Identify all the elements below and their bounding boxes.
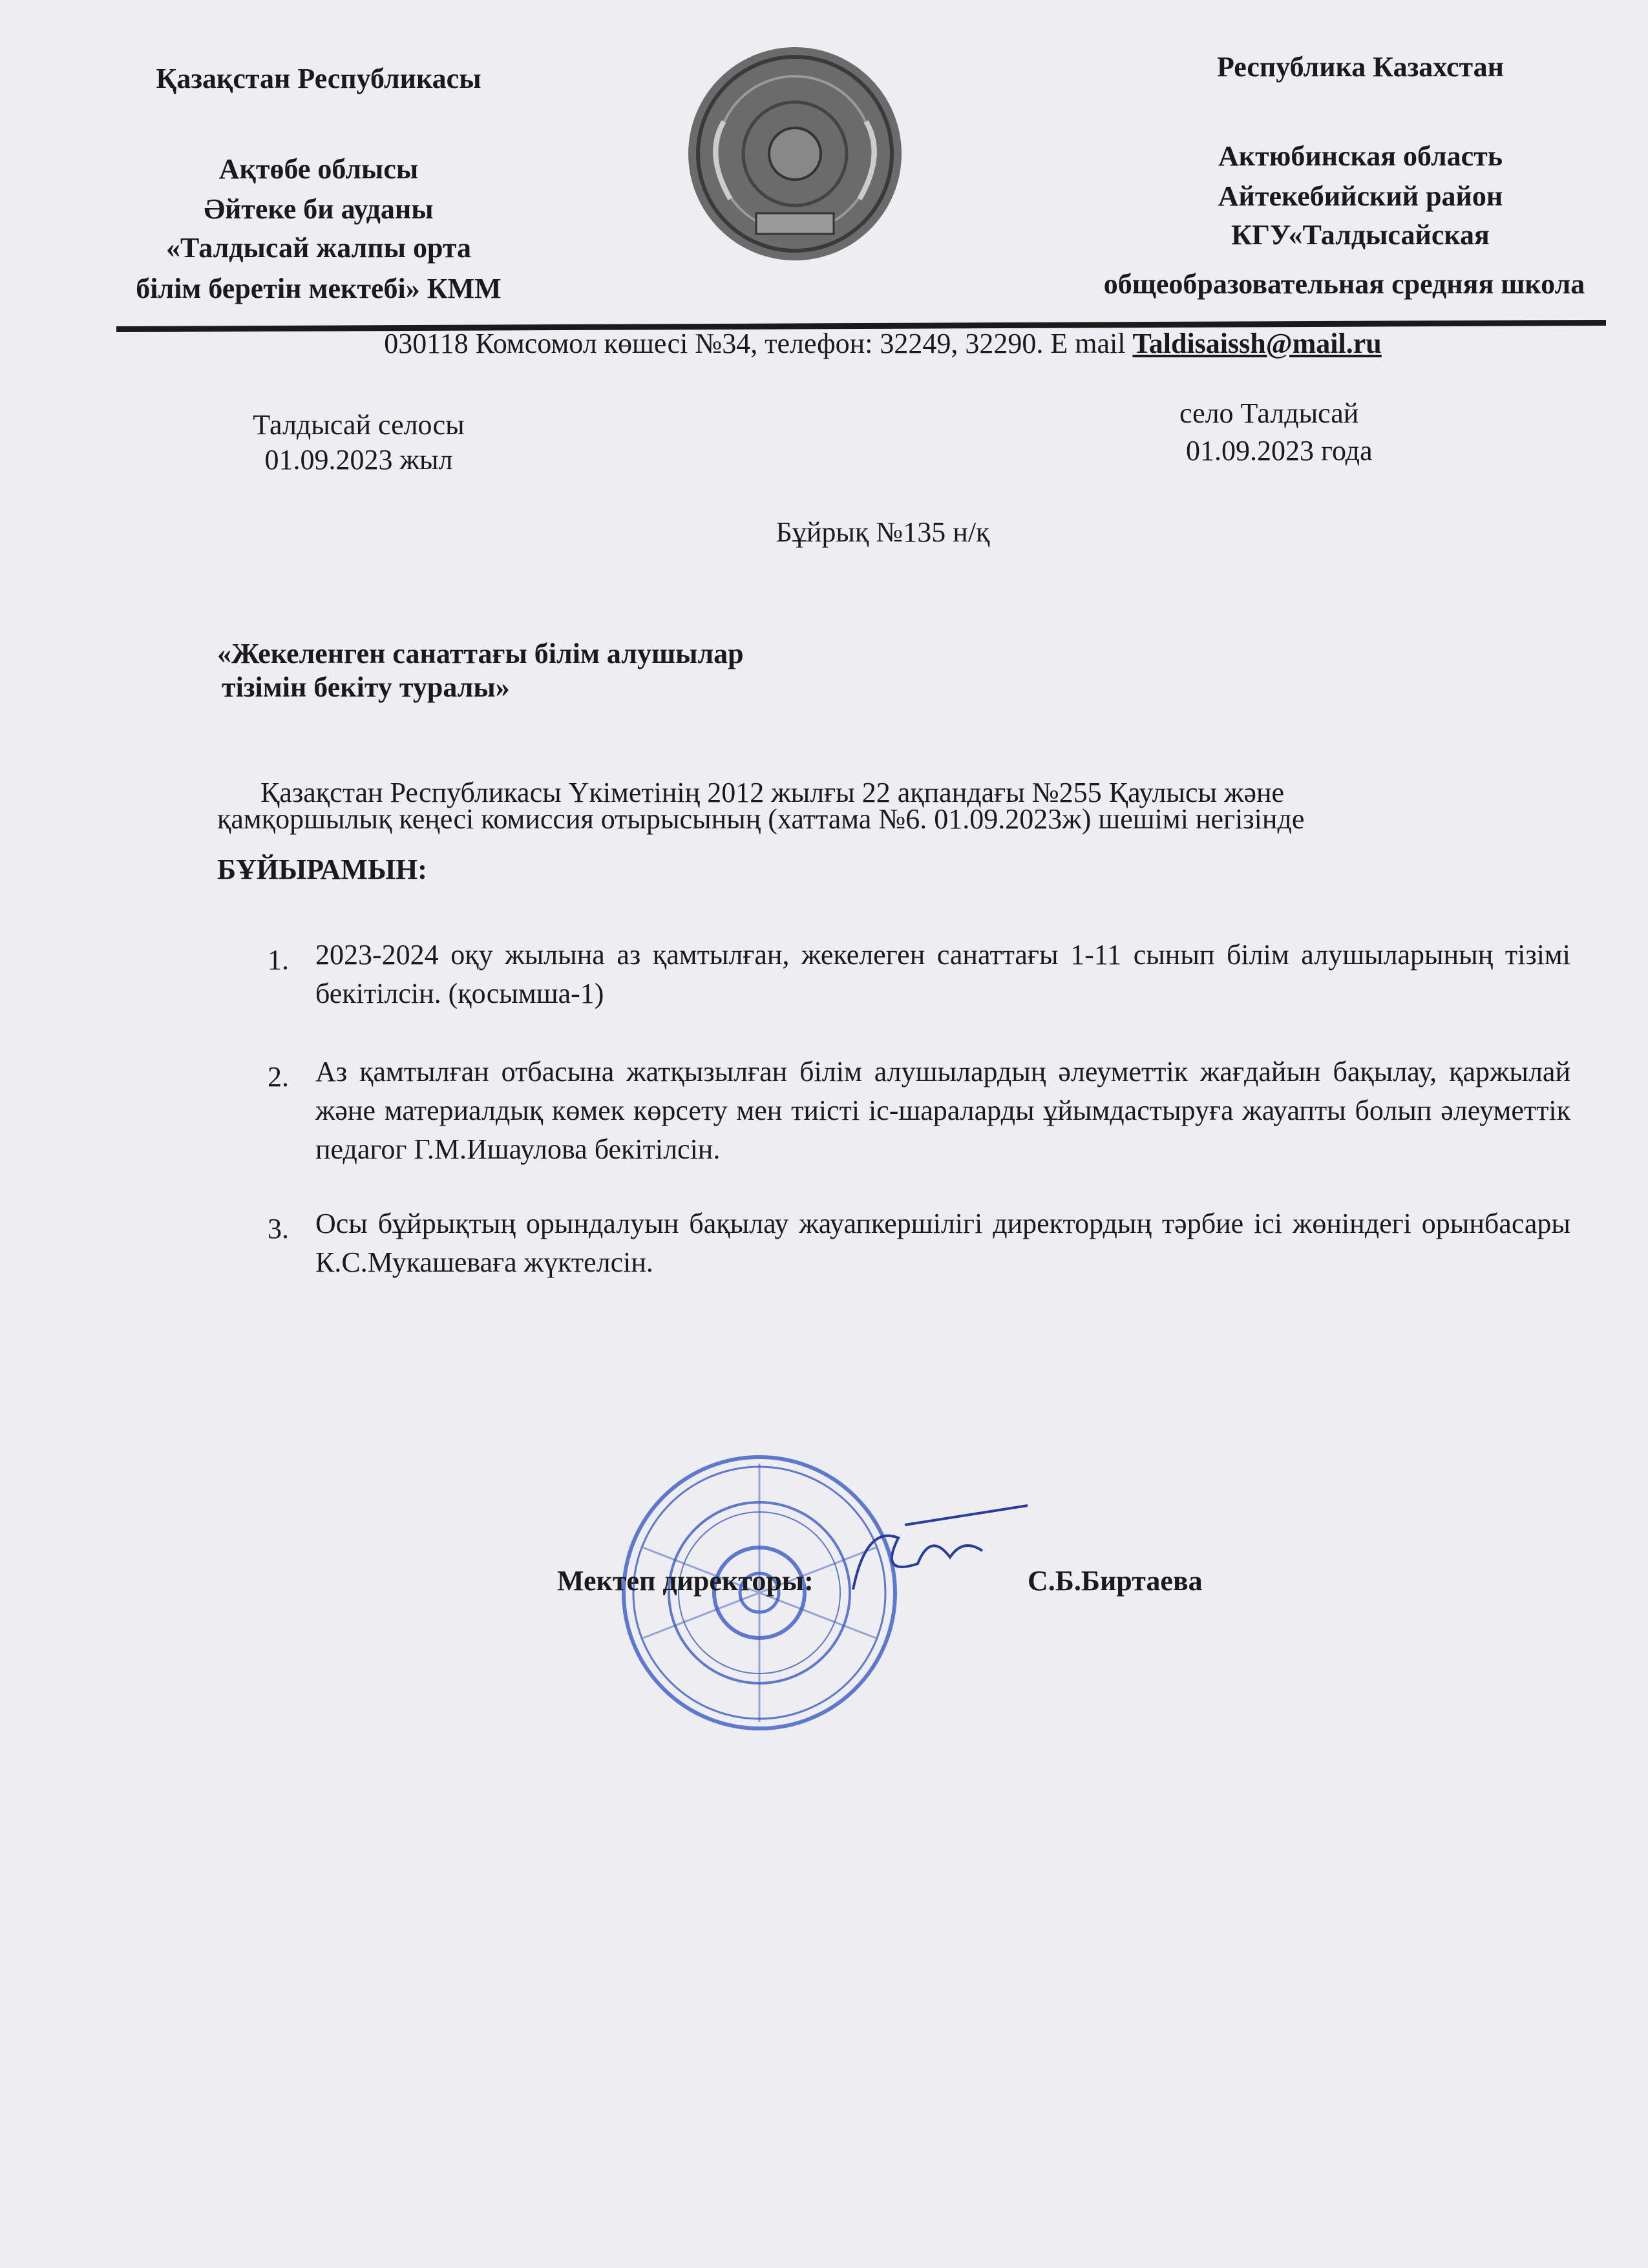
signatory-name: С.Б.Биртаева bbox=[1028, 1565, 1203, 1597]
header-right-line: Актюбинская область bbox=[1218, 140, 1503, 172]
order-title-line: «Жекеленген санаттағы білім алушылар bbox=[217, 638, 744, 669]
order-number: Бұйрық №135 н/қ bbox=[776, 516, 990, 548]
list-number: 3. bbox=[268, 1213, 289, 1244]
date-left: 01.09.2023 жыл bbox=[264, 444, 453, 476]
list-number: 2. bbox=[268, 1061, 289, 1093]
address-text: 030118 Комсомол көшесі №34, телефон: 32249, 32290. E mail bbox=[384, 328, 1133, 359]
signatory-role: Мектеп директоры: bbox=[557, 1565, 814, 1597]
preamble-line: Қазақстан Республикасы Үкіметінің 2012 жылғы 22 ақпандағы №255 Қаулысы және bbox=[260, 777, 1285, 808]
header-right-line: Айтекебийский район bbox=[1218, 180, 1503, 212]
place-right: село Талдысай bbox=[1179, 397, 1359, 429]
header-left-line: Қазақстан Республикасы bbox=[156, 63, 481, 94]
header-right-line: общеобразовательная средняя школа bbox=[1103, 268, 1585, 300]
header-left-line: «Талдысай жалпы орта bbox=[165, 232, 472, 264]
header-left-line: Әйтеке би ауданы bbox=[204, 193, 434, 225]
list-number: 1. bbox=[268, 944, 289, 976]
command-word: БҰЙЫРАМЫН: bbox=[217, 854, 427, 885]
email-link[interactable]: Taldisaissh@mail.ru bbox=[1132, 328, 1382, 359]
header-left-line: Ақтөбе облысы bbox=[218, 153, 419, 185]
list-item: Осы бұйрықтың орындалуын бақылау жауапкершілігі директордың тәрбие ісі жөніндегі орынбасары К.С.Мукашеваға жүктелсін. bbox=[315, 1208, 1570, 1278]
list-item: 2023-2024 оқу жылына аз қамтылған, жекелеген санаттағы 1-11 сынып білім алушыларының тізімі бекітілсін. (қосымша-1) bbox=[315, 939, 1570, 1009]
list-item: Аз қамтылған отбасына жатқызылған білім алушылардың әлеуметтік жағдайын бақылау, қаржылай және материалдық көмек көрсету мен тиісті іс-шараларды ұйымдастыруға жауапты болып әлеуметтік педагог Г.М.Ишаулова бекітілсін. bbox=[315, 1056, 1570, 1165]
date-right: 01.09.2023 года bbox=[1186, 435, 1373, 467]
header-left-line: білім беретін мектебі» КММ bbox=[136, 273, 502, 304]
header-right-line: Республика Казахстан bbox=[1216, 51, 1505, 83]
order-title-line: тізімін бекіту туралы» bbox=[222, 671, 510, 703]
address-line bbox=[384, 330, 1382, 358]
signature-icon bbox=[840, 1486, 1034, 1615]
state-emblem-icon bbox=[685, 44, 905, 264]
place-left: Талдысай селосы bbox=[253, 409, 465, 441]
header-right-line: КГУ«Талдысайская bbox=[1231, 219, 1490, 251]
preamble-line: қамқоршылық кеңесі комиссия отырысының (хаттама №6. 01.09.2023ж) шешімі негізінде bbox=[217, 803, 1305, 835]
